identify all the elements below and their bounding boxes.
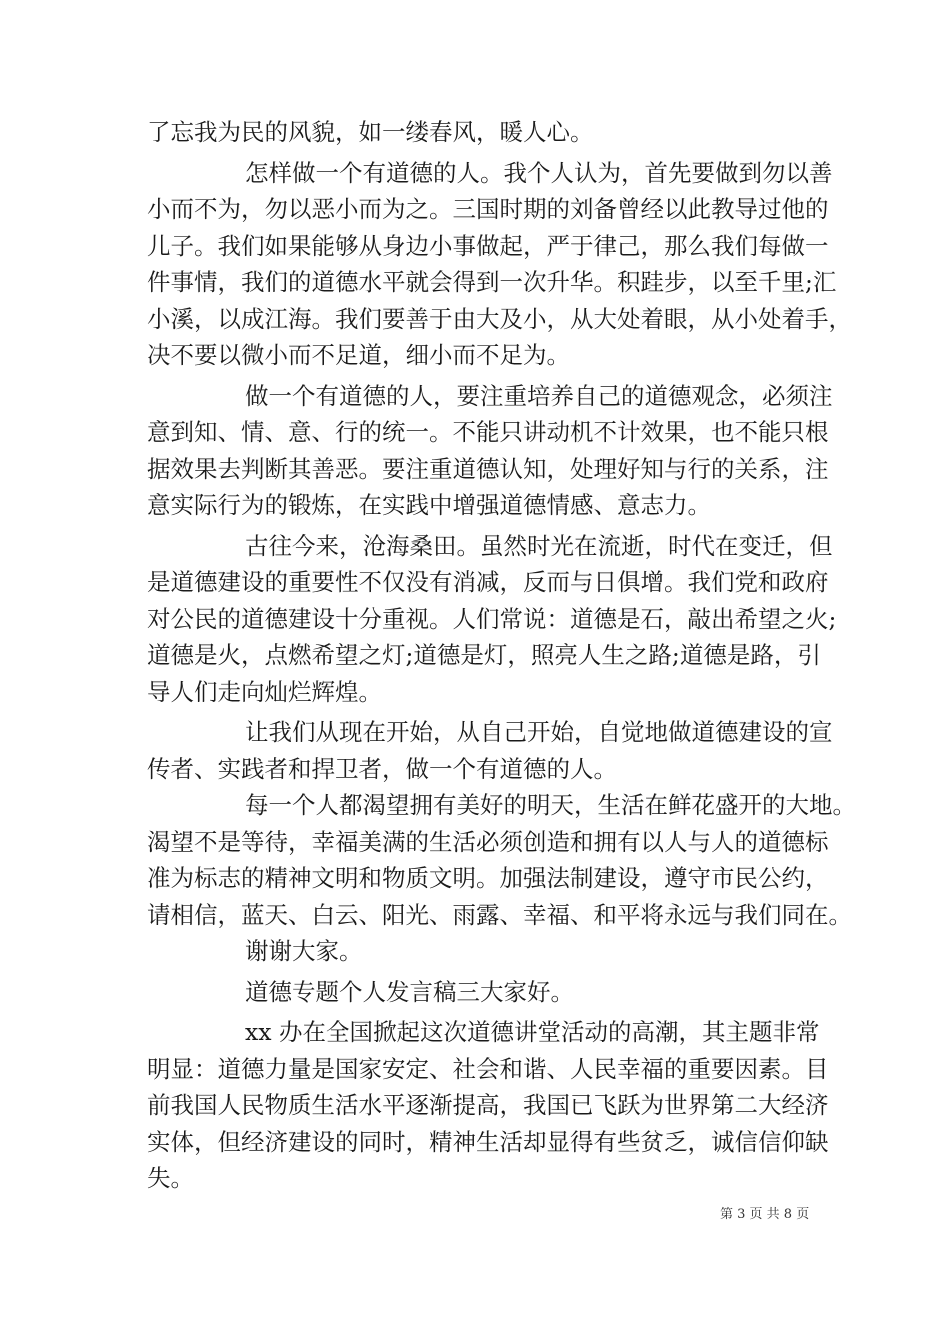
text-line: 意实际行为的锻炼，在实践中增强道德情感、意志力。 [147,491,711,519]
text-line: 小而不为，勿以恶小而为之。三国时期的刘备曾经以此教导过他的 [147,195,829,223]
text-line: 了忘我为民的风貌，如一缕春风，暖人心。 [147,118,594,146]
text-line: 明显：道德力量是国家安定、社会和谐、人民幸福的重要因素。目 [147,1054,829,1083]
text-line: 对公民的道德建设十分重视。人们常说：道德是石，敲出希望之火; [147,604,837,633]
paragraph-start-line: 怎样做一个有道德的人。我个人认为，首先要做到勿以善 [245,158,833,187]
text-line: 意到知、情、意、行的统一。不能只讲动机不计效果，也不能只根 [147,418,829,446]
text-line: 前我国人民物质生活水平逐渐提高，我国已飞跃为世界第二大经济 [147,1091,829,1119]
text-line: 导人们走向灿烂辉煌。 [147,677,382,706]
text-line: 准为标志的精神文明和物质文明。加强法制建设，遵守市民公约， [147,864,829,892]
section-heading-line: 道德专题个人发言稿三大家好。 [245,977,574,1006]
text-line: 件事情，我们的道德水平就会得到一次升华。积跬步，以至千里;汇 [147,268,837,296]
paragraph-start-line: 谢谢大家。 [245,937,363,965]
text-line: 实体，但经济建设的同时，精神生活却显得有些贫乏，诚信信仰缺 [147,1127,829,1156]
paragraph-start-line: 做一个有道德的人，要注重培养自己的道德观念，必须注 [245,381,833,410]
text-line: 是道德建设的重要性不仅没有消减，反而与日俱增。我们党和政府 [147,568,829,596]
paragraph-start-line: 古往今来，沧海桑田。虽然时光在流逝，时代在变迁，但 [245,531,833,560]
text-line: 儿子。我们如果能够从身边小事做起，严于律己，那么我们每做一 [147,231,829,260]
document-body [147,114,856,1197]
text-line: 失。 [147,1164,194,1192]
text-line: 传者、实践者和捍卫者，做一个有道德的人。 [147,754,617,783]
text-line: 决不要以微小而不足道，细小而不足为。 [147,341,570,369]
text-line: 请相信，蓝天、白云、阳光、雨露、幸福、和平将永远与我们同在。 [147,900,852,929]
paragraph-start-line: xx 办在全国掀起这次道德讲堂活动的高潮，其主题非常 [245,1018,820,1046]
paragraph-start-line: 每一个人都渴望拥有美好的明天，生活在鲜花盛开的大地。 [245,791,856,819]
paragraph-start-line: 让我们从现在开始，从自己开始，自觉地做道德建设的宣 [245,718,833,746]
text-line: 渴望不是等待，幸福美满的生活必须创造和拥有以人与人的道德标 [147,827,829,856]
text-line: 据效果去判断其善恶。要注重道德认知，处理好知与行的关系，注 [147,454,829,483]
text-line: 道德是火，点燃希望之灯;道德是灯，照亮人生之路;道德是路，引 [147,641,821,669]
page-number-footer: 第 3 页 共 8 页 [720,1207,810,1222]
text-line: 小溪，以成江海。我们要善于由大及小，从大处着眼，从小处着手， [147,304,852,333]
